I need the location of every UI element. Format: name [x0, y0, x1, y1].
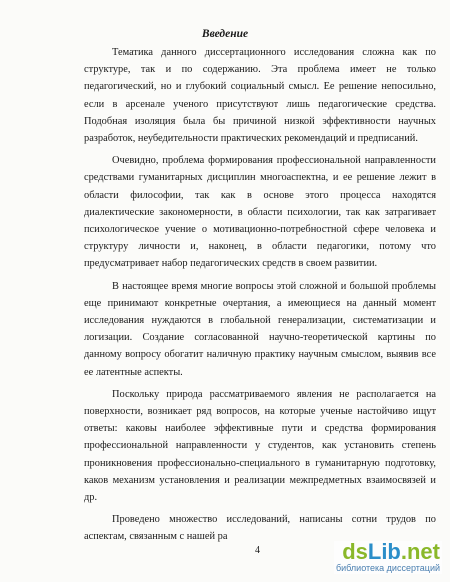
paragraph: Поскольку природа рассматриваемого явления не располагается на поверхности, возникает ряд вопросов, на которые ученые настойчиво ищут ответы: каковы наиболее эффективные пути и средства формирования профессиональной направленности у студентов, как установить степень проникновения профессионально-специального в гуманитарную подготовку, каков механизм установления и реализации межпредметных взаимосвязей и др. — [84, 388, 436, 504]
watermark-brand-ds: ds — [342, 539, 368, 564]
paragraph: Очевидно, проблема формирования профессиональной направленности средствами гуманитарных дисциплин многоаспектна, и ее решение лежит в области философии, так как в основе этого процесса находятся диалектические закономерности, в области психологии, так как затрагивает психологическое учение о мотивационно-потребностной сфере человека и структуру личности и, наконец, в области педагогики, потому что предусматривает набор педагогических средств в своем развитии. — [84, 155, 436, 270]
watermark-logo — [334, 541, 442, 574]
watermark-brand-lib: Lib — [367, 539, 401, 564]
paragraph: Тематика данного диссертационного исследования сложна как по структуре, так и по содержанию. Эта проблема имеет не только педагогический, но и глубокий социальный смысл. Ее решение непосильно, если в арсенале ученого присутствуют лишь педагогические средства. Подобная изоляция была бы причиной низкой эффективности научных разработок, неубедительности практических рекомендаций и предписаний. — [84, 47, 436, 145]
page-title: Введение — [201, 28, 249, 40]
paragraph: В настоящее время многие вопросы этой сложной и большой проблемы еще принимают конкретные очертания, а имеющиеся на данный момент исследования нуждаются в глобальной генерализации, систематизации и логизации. Создание согласованной научно-теоретической картины по данному вопросу обогатит наличную практику научным смыслом, выявив все ее латентные аспекты. — [84, 280, 436, 378]
watermark-brand-net: .net — [400, 539, 440, 564]
watermark-subtitle: библиотека диссертаций — [335, 563, 440, 573]
page-number: 4 — [255, 545, 260, 556]
document-body — [84, 44, 436, 546]
watermark-brand — [336, 541, 440, 563]
paragraph: Проведено множество исследований, написаны сотни трудов по аспектам, связанным с нашей ра — [84, 514, 436, 543]
